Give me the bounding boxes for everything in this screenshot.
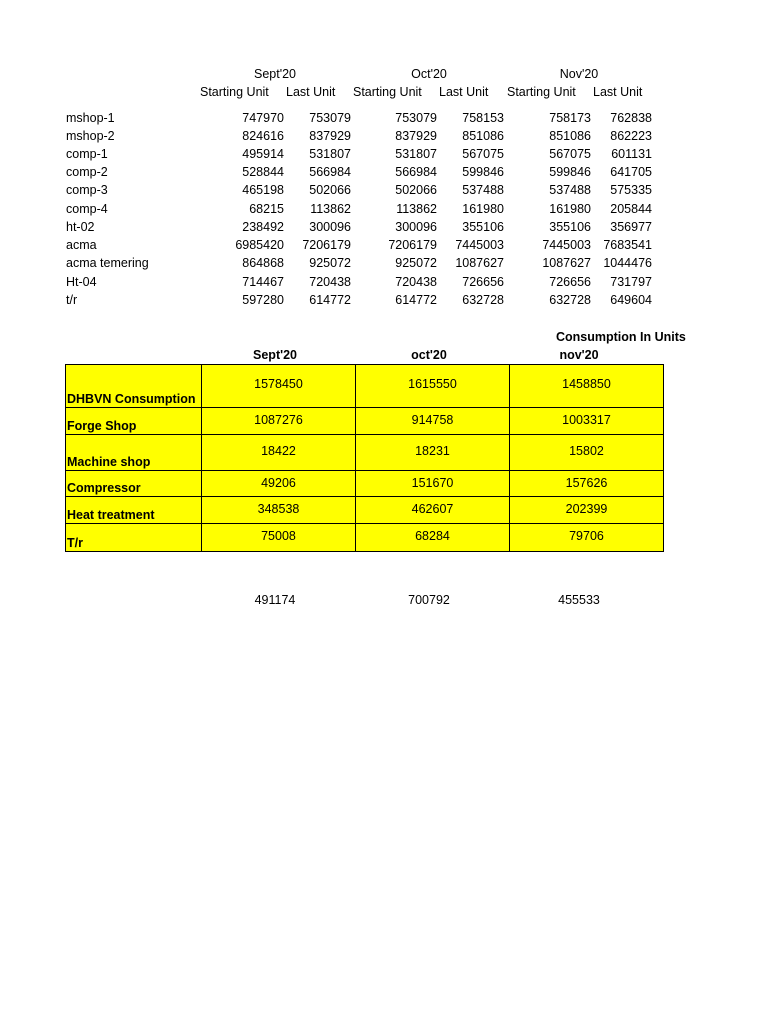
starting-unit-cell: 747970 <box>242 111 284 125</box>
last-unit-cell: 641705 <box>610 165 652 179</box>
starting-unit-cell: 502066 <box>395 183 437 197</box>
reading-row <box>0 202 768 220</box>
consumption-value-cell <box>202 497 356 524</box>
meter-name: comp-2 <box>66 165 108 179</box>
last-unit-cell: 567075 <box>462 147 504 161</box>
consumption-value: 1003317 <box>562 413 611 427</box>
month-header-oct: Oct'20 <box>411 67 447 81</box>
reading-row <box>0 256 768 274</box>
consumption-label: T/r <box>66 524 202 552</box>
consumption-value: 1615550 <box>408 377 457 391</box>
consumption-value: 157626 <box>565 476 608 490</box>
consumption-label: DHBVN Consumption <box>66 365 202 408</box>
starting-unit-cell: 300096 <box>395 220 437 234</box>
last-unit-cell: 925072 <box>309 256 351 270</box>
consumption-label: Forge Shop <box>66 408 202 435</box>
consumption-label: Heat treatment <box>66 497 202 524</box>
meter-name: comp-3 <box>66 183 108 197</box>
consumption-value: 18422 <box>261 444 296 458</box>
last-unit-cell: 205844 <box>610 202 652 216</box>
reading-row <box>0 165 768 183</box>
starting-unit-cell: 531807 <box>395 147 437 161</box>
consumption-value: 914758 <box>411 413 454 427</box>
starting-unit-cell: 113862 <box>396 202 437 216</box>
starting-unit-cell: 720438 <box>395 275 437 289</box>
consumption-value: 68284 <box>415 529 450 543</box>
sub-header-starting-unit: Starting Unit <box>353 85 422 99</box>
consumption-row <box>66 408 664 435</box>
last-unit-cell: 300096 <box>309 220 351 234</box>
starting-unit-cell: 599846 <box>549 165 591 179</box>
last-unit-cell: 161980 <box>462 202 504 216</box>
consumption-value: 79706 <box>569 529 604 543</box>
consumption-value: 202399 <box>565 502 608 516</box>
last-unit-cell: 1087627 <box>455 256 504 270</box>
consumption-month-sept: Sept'20 <box>253 348 297 362</box>
last-unit-cell: 758153 <box>462 111 504 125</box>
last-unit-cell: 531807 <box>309 147 351 161</box>
last-unit-cell: 537488 <box>462 183 504 197</box>
consumption-value-cell <box>356 471 510 497</box>
last-unit-cell: 7206179 <box>302 238 351 252</box>
consumption-label: Machine shop <box>66 435 202 471</box>
consumption-value-cell <box>202 471 356 497</box>
starting-unit-cell: 614772 <box>395 293 437 307</box>
reading-row <box>0 111 768 129</box>
last-unit-cell: 731797 <box>610 275 652 289</box>
consumption-value-cell <box>510 524 664 552</box>
consumption-value: 1458850 <box>562 377 611 391</box>
consumption-value-cell <box>510 435 664 471</box>
consumption-value-cell <box>510 471 664 497</box>
last-unit-cell: 566984 <box>309 165 351 179</box>
consumption-value: 1578450 <box>254 377 303 391</box>
starting-unit-cell: 1087627 <box>542 256 591 270</box>
starting-unit-cell: 726656 <box>549 275 591 289</box>
starting-unit-cell: 238492 <box>242 220 284 234</box>
starting-unit-cell: 714467 <box>242 275 284 289</box>
consumption-value-cell <box>202 435 356 471</box>
starting-unit-cell: 465198 <box>242 183 284 197</box>
last-unit-cell: 837929 <box>309 129 351 143</box>
starting-unit-cell: 851086 <box>549 129 591 143</box>
starting-unit-cell: 528844 <box>242 165 284 179</box>
last-unit-cell: 7683541 <box>603 238 652 252</box>
reading-row <box>0 293 768 311</box>
reading-row <box>0 183 768 201</box>
reading-row <box>0 147 768 165</box>
last-unit-cell: 355106 <box>462 220 504 234</box>
starting-unit-cell: 355106 <box>549 220 591 234</box>
consumption-value: 15802 <box>569 444 604 458</box>
consumption-month-oct: oct'20 <box>411 348 447 362</box>
reading-row <box>0 220 768 238</box>
last-unit-cell: 720438 <box>309 275 351 289</box>
starting-unit-cell: 68215 <box>249 202 284 216</box>
meter-name: ht-02 <box>66 220 95 234</box>
last-unit-cell: 753079 <box>309 111 351 125</box>
consumption-value: 49206 <box>261 476 296 490</box>
month-header-sept: Sept'20 <box>253 67 296 81</box>
starting-unit-cell: 566984 <box>395 165 437 179</box>
last-unit-cell: 575335 <box>610 183 652 197</box>
consumption-value-cell <box>356 435 510 471</box>
reading-row <box>0 275 768 293</box>
last-unit-cell: 762838 <box>610 111 652 125</box>
consumption-value: 1087276 <box>254 413 303 427</box>
meter-name: Ht-04 <box>66 275 97 289</box>
consumption-title: Consumption In Units <box>556 330 686 344</box>
sub-header-starting-unit: Starting Unit <box>507 85 576 99</box>
consumption-value-cell <box>356 524 510 552</box>
consumption-row <box>66 497 664 524</box>
consumption-label: Compressor <box>66 471 202 497</box>
meter-name: t/r <box>66 293 78 307</box>
meter-name: comp-4 <box>66 202 108 216</box>
consumption-value-cell <box>356 497 510 524</box>
sub-header-last-unit: Last Unit <box>439 85 489 99</box>
starting-unit-cell: 597280 <box>242 293 284 307</box>
starting-unit-cell: 6985420 <box>235 238 284 252</box>
starting-unit-cell: 161980 <box>549 202 591 216</box>
consumption-row <box>66 435 664 471</box>
month-header-nov: Nov'20 <box>559 67 599 81</box>
consumption-value-cell <box>202 408 356 435</box>
meter-name: mshop-1 <box>66 111 115 125</box>
consumption-month-nov: nov'20 <box>559 348 599 362</box>
last-unit-cell: 7445003 <box>455 238 504 252</box>
sub-header-starting-unit: Starting Unit <box>200 85 269 99</box>
consumption-value-cell <box>202 365 356 408</box>
starting-unit-cell: 495914 <box>242 147 284 161</box>
last-unit-cell: 726656 <box>462 275 504 289</box>
consumption-row <box>66 365 664 408</box>
last-unit-cell: 1044476 <box>603 256 652 270</box>
last-unit-cell: 601131 <box>611 147 652 161</box>
last-unit-cell: 356977 <box>610 220 652 234</box>
consumption-value-cell <box>510 365 664 408</box>
starting-unit-cell: 837929 <box>395 129 437 143</box>
starting-unit-cell: 7445003 <box>542 238 591 252</box>
meter-name: mshop-2 <box>66 129 115 143</box>
reading-row <box>0 238 768 256</box>
last-unit-cell: 862223 <box>610 129 652 143</box>
starting-unit-cell: 925072 <box>395 256 437 270</box>
consumption-value: 462607 <box>411 502 454 516</box>
consumption-value: 18231 <box>415 444 450 458</box>
sub-header-last-unit: Last Unit <box>593 85 643 99</box>
consumption-value-cell <box>202 524 356 552</box>
sub-header-last-unit: Last Unit <box>286 85 336 99</box>
consumption-value: 348538 <box>257 502 300 516</box>
total-oct: 700792 <box>408 593 450 607</box>
consumption-value: 151670 <box>411 476 454 490</box>
last-unit-cell: 632728 <box>462 293 504 307</box>
last-unit-cell: 599846 <box>462 165 504 179</box>
last-unit-cell: 649604 <box>610 293 652 307</box>
consumption-value-cell <box>510 408 664 435</box>
consumption-value-cell <box>356 365 510 408</box>
reading-row <box>0 129 768 147</box>
consumption-value-cell <box>510 497 664 524</box>
last-unit-cell: 614772 <box>309 293 351 307</box>
starting-unit-cell: 758173 <box>549 111 591 125</box>
last-unit-cell: 851086 <box>462 129 504 143</box>
starting-unit-cell: 824616 <box>242 129 284 143</box>
starting-unit-cell: 753079 <box>395 111 437 125</box>
consumption-value-cell <box>356 408 510 435</box>
consumption-value: 75008 <box>261 529 296 543</box>
consumption-table <box>65 364 664 552</box>
starting-unit-cell: 864868 <box>242 256 284 270</box>
last-unit-cell: 113862 <box>310 202 351 216</box>
starting-unit-cell: 567075 <box>549 147 591 161</box>
last-unit-cell: 502066 <box>309 183 351 197</box>
consumption-row <box>66 524 664 552</box>
meter-name: comp-1 <box>66 147 108 161</box>
meter-name: acma temering <box>66 256 149 270</box>
consumption-row <box>66 471 664 497</box>
total-nov: 455533 <box>558 593 600 607</box>
meter-name: acma <box>66 238 97 252</box>
starting-unit-cell: 537488 <box>549 183 591 197</box>
starting-unit-cell: 632728 <box>549 293 591 307</box>
total-sept: 491174 <box>254 593 296 607</box>
starting-unit-cell: 7206179 <box>388 238 437 252</box>
